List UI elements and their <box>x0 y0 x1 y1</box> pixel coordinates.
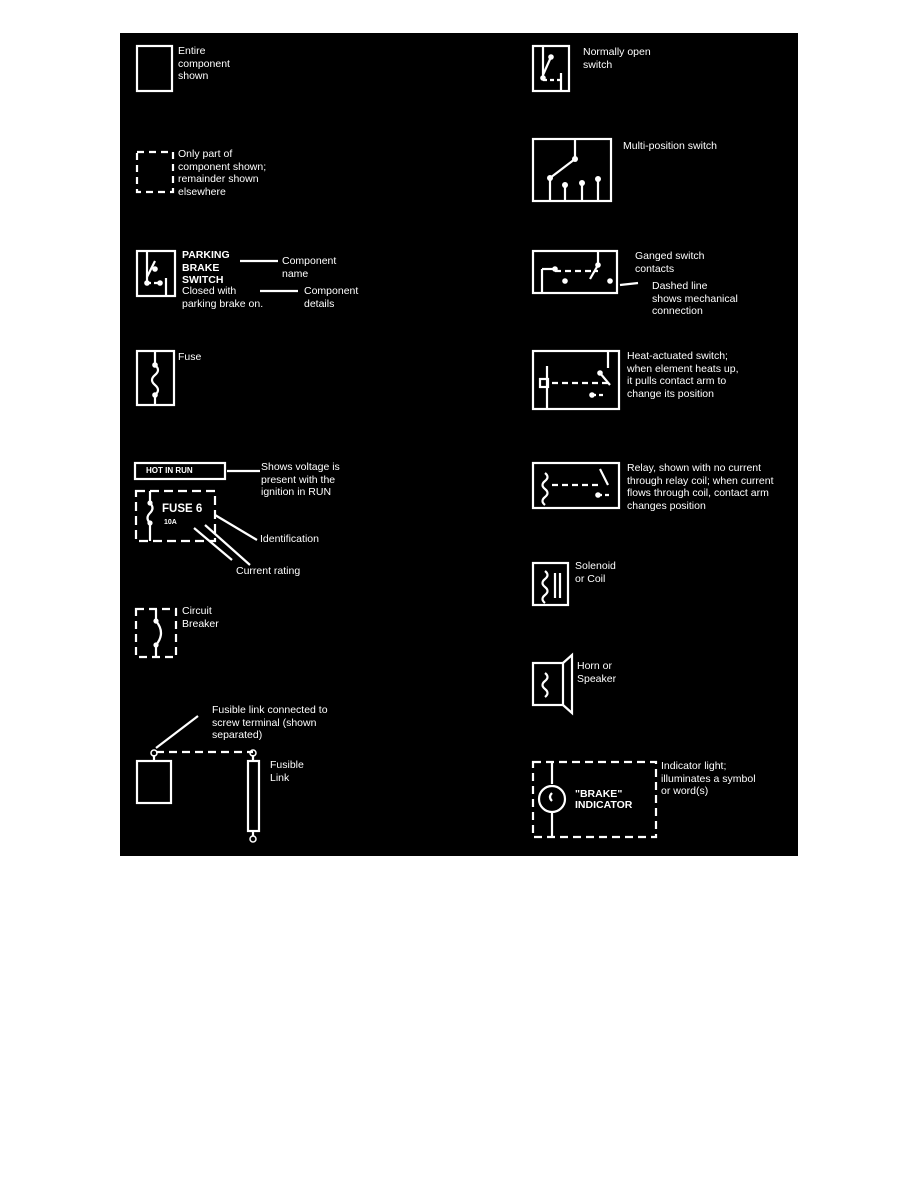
hot-in-run-label: HOT IN RUN <box>146 466 193 475</box>
voltage-note: Shows voltage is present with the ignition in RUN <box>261 461 340 498</box>
parking-brake-switch-box <box>137 251 175 296</box>
entire-component-label: Entire component shown <box>178 45 230 82</box>
entire-component-box <box>137 46 172 91</box>
indicator-light-label: Indicator light; illuminates a symbol or word(s) <box>661 760 756 797</box>
fuse6-name: FUSE 6 <box>162 503 203 515</box>
component-name-callout: Component name <box>282 255 337 280</box>
component-details-callout: Component details <box>304 285 359 310</box>
ganged-switch-label: Ganged switch contacts <box>635 250 705 275</box>
solenoid-box <box>533 563 568 605</box>
horn-label: Horn or Speaker <box>577 660 617 685</box>
normally-open-switch-box <box>533 46 569 91</box>
dashed-line-note: Dashed line shows mechanical connection <box>652 280 738 317</box>
normally-open-label: Normally open switch <box>583 46 651 71</box>
multi-position-switch-box <box>533 139 611 201</box>
circuit-breaker-label: Circuit Breaker <box>182 605 219 630</box>
current-rating-callout: Current rating <box>236 565 301 577</box>
multi-position-label: Multi-position switch <box>623 140 717 152</box>
horn-box <box>533 663 563 705</box>
fusible-link-note: Fusible link connected to screw terminal (shown separated) <box>212 704 328 741</box>
relay-label: Relay, shown with no current through relay coil; when current flows through coil, contact arm changes position <box>627 462 774 512</box>
parking-brake-switch-name: PARKING BRAKE SWITCH <box>182 249 230 286</box>
brake-indicator-text: "BRAKE" INDICATOR <box>575 788 633 811</box>
heat-actuated-label: Heat-actuated switch; when element heats up, it pulls contact arm to change its position <box>627 350 739 400</box>
fuse-label: Fuse <box>178 351 202 363</box>
screw-terminal-box <box>137 761 171 803</box>
symbol-legend-panel <box>120 33 798 856</box>
identification-callout: Identification <box>260 533 319 545</box>
fuse6-rating: 10A <box>164 519 177 526</box>
partial-component-label: Only part of component shown; remainder shown elsewhere <box>178 148 267 198</box>
parking-brake-details: Closed with parking brake on. <box>182 285 264 310</box>
partial-component-box <box>137 152 173 192</box>
fusible-link-body <box>248 761 259 831</box>
fusible-link-label: Fusible Link <box>270 759 304 784</box>
solenoid-label: Solenoid or Coil <box>575 560 616 585</box>
